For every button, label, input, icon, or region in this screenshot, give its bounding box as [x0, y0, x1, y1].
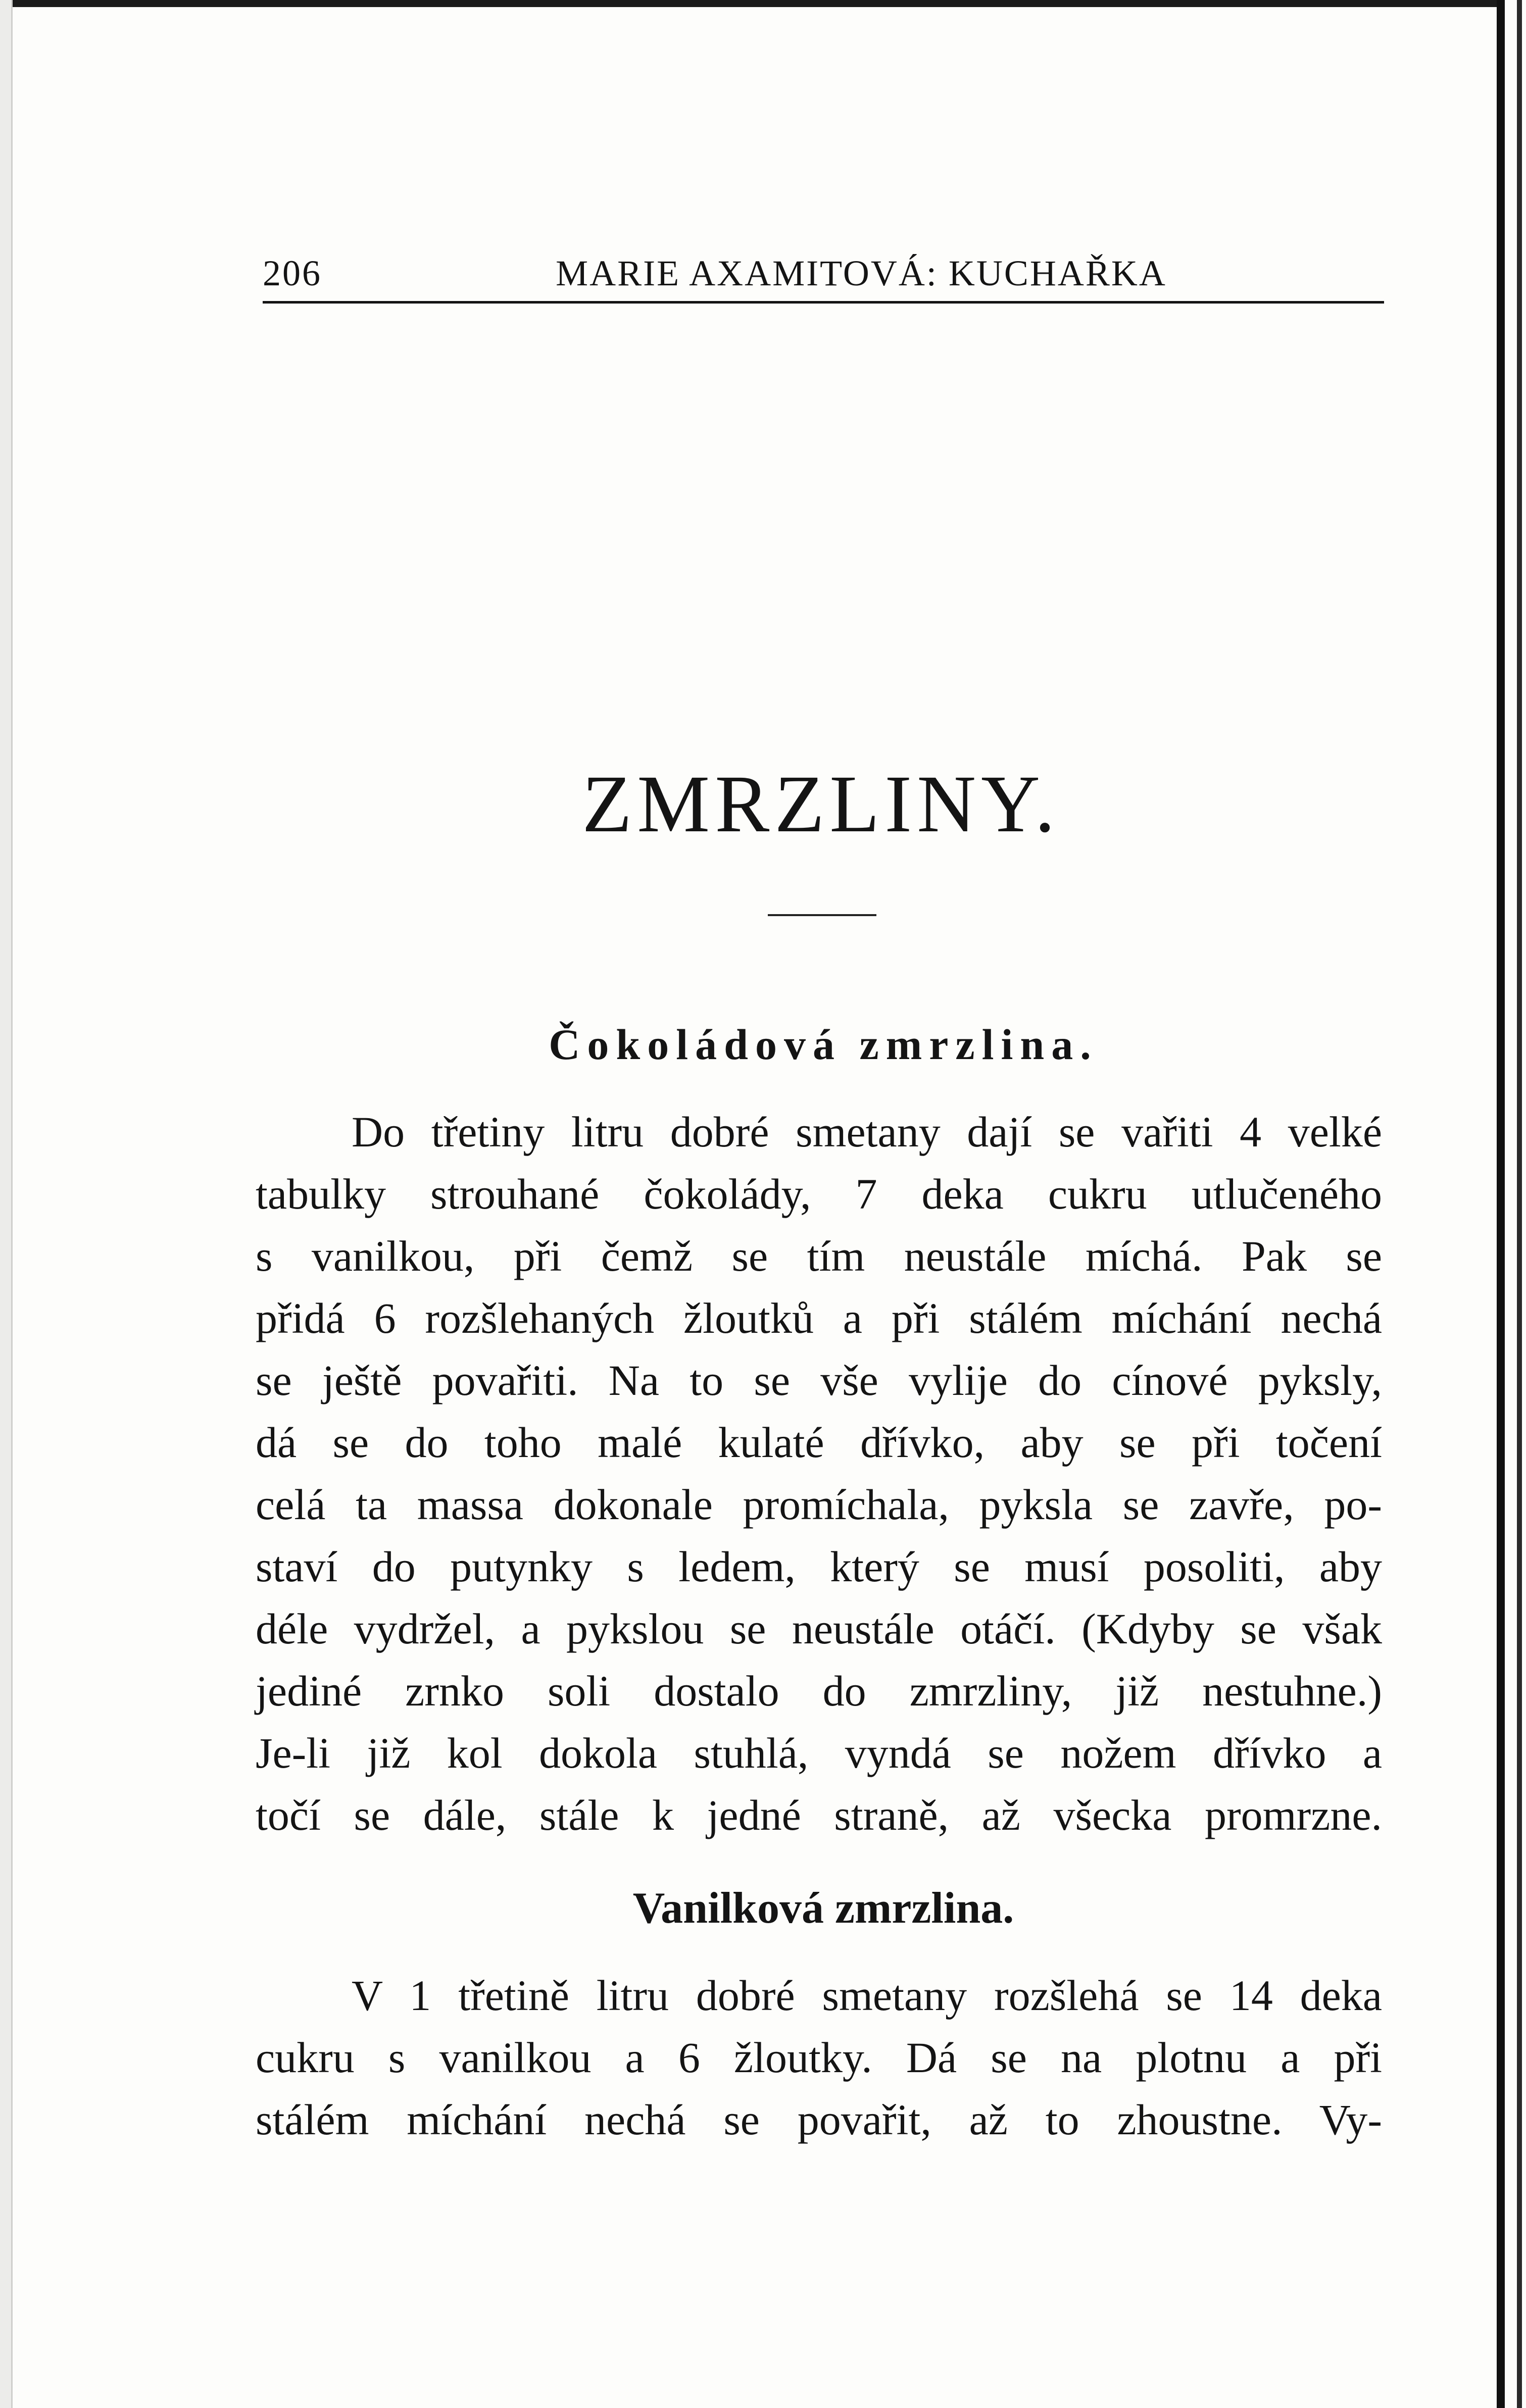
- text-line: stálém míchání nechá se povařit, až to zhoustne. Vy-: [256, 2095, 1382, 2144]
- scan-top-edge: [0, 0, 1526, 7]
- text-line: točí se dále, stále k jedné straně, až všecka promrzne.: [256, 1791, 1382, 1839]
- text-line: se ještě povařiti. Na to se vše vylije do cínové pyksly,: [256, 1356, 1382, 1404]
- text-line: přidá 6 rozšlehaných žloutků a při stálém míchání nechá: [256, 1294, 1382, 1342]
- recipe-text-chocolate: [256, 1101, 1382, 1846]
- text-line: staví do putynky s ledem, který se musí posoliti, aby: [256, 1542, 1382, 1591]
- text-line: dá se do toho malé kulaté dřívko, aby se při točení: [256, 1418, 1382, 1467]
- chapter-title: ZMRZLINY.: [582, 759, 1060, 849]
- recipe-title-vanilla: Vanilková zmrzlina.: [632, 1884, 1014, 1933]
- text-line: Je-li již kol dokola stuhlá, vyndá se nožem dřívko a: [256, 1729, 1382, 1777]
- recipe-title-chocolate: Čokoládová zmrzlina.: [549, 1020, 1098, 1069]
- text-line: celá ta massa dokonale promíchala, pyksla se zavře, po-: [256, 1480, 1382, 1529]
- text-line: s vanilkou, při čemž se tím neustále míchá. Pak se: [256, 1232, 1382, 1280]
- scan-right-edge: [1497, 0, 1526, 2408]
- page-number: 206: [263, 253, 322, 293]
- chapter-divider: [768, 914, 876, 916]
- text-line: V 1 třetině litru dobré smetany rozšlehá se 14 deka: [352, 1971, 1382, 2020]
- text-line: jediné zrnko soli dostalo do zmrzliny, již nestuhne.): [256, 1667, 1382, 1715]
- text-line: déle vydržel, a pykslou se neustále otáčí. (Kdyby se však: [256, 1604, 1382, 1653]
- text-line: Do třetiny litru dobré smetany dají se vařiti 4 velké: [352, 1108, 1382, 1156]
- scan-left-edge: [0, 0, 13, 2408]
- page-header: [263, 253, 1384, 298]
- text-line: cukru s vanilkou a 6 žloutky. Dá se na plotnu a při: [256, 2033, 1382, 2082]
- running-title: MARIE AXAMITOVÁ: KUCHAŘKA: [556, 253, 1167, 293]
- header-rule: [263, 301, 1384, 304]
- recipe-text-vanilla: [256, 1965, 1382, 2151]
- text-line: tabulky strouhané čokolády, 7 deka cukru utlučeného: [256, 1170, 1382, 1218]
